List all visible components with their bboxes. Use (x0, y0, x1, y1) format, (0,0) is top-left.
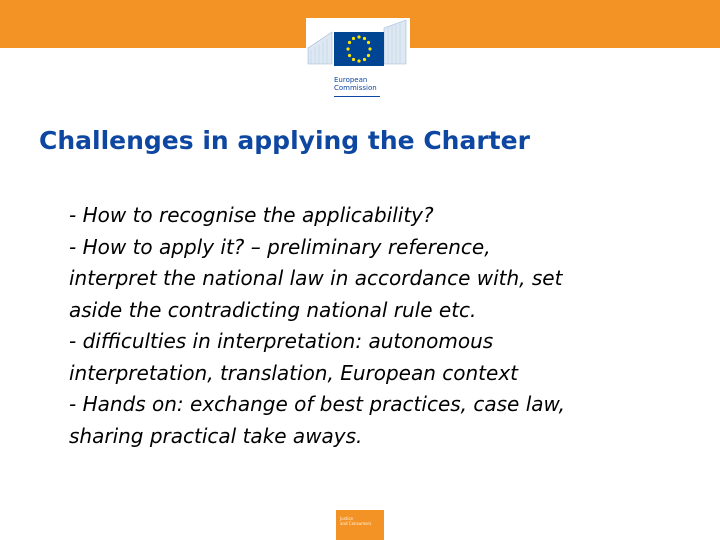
european-commission-logo (306, 18, 410, 104)
body-line: aside the contradicting national rule etc. (69, 297, 477, 322)
body-line: - How to recognise the applicability? (69, 203, 434, 227)
footer-dg-line-2: and Consumers (340, 521, 372, 526)
slide-title: Challenges in applying the Charter (39, 126, 530, 155)
logo-underline (334, 96, 380, 97)
footer-dg-line-1: Justice (340, 516, 354, 521)
logo-wordmark (334, 76, 404, 92)
body-line: interpretation, translation, European context (69, 360, 518, 385)
footer-dg-tab (336, 510, 384, 540)
body-line: sharing practical take aways. (69, 423, 363, 448)
logo-line-2: Commission (334, 84, 377, 92)
slide-body (69, 200, 709, 452)
footer-dg-label (340, 516, 384, 526)
body-line: - difficulties in interpretation: autonomous (69, 329, 494, 353)
logo-line-1: European (334, 76, 368, 84)
body-line: - How to apply it? – preliminary reference, (69, 234, 491, 259)
body-line: - Hands on: exchange of best practices, case law, (69, 392, 565, 416)
body-line: interpret the national law in accordance with, set (69, 266, 563, 290)
